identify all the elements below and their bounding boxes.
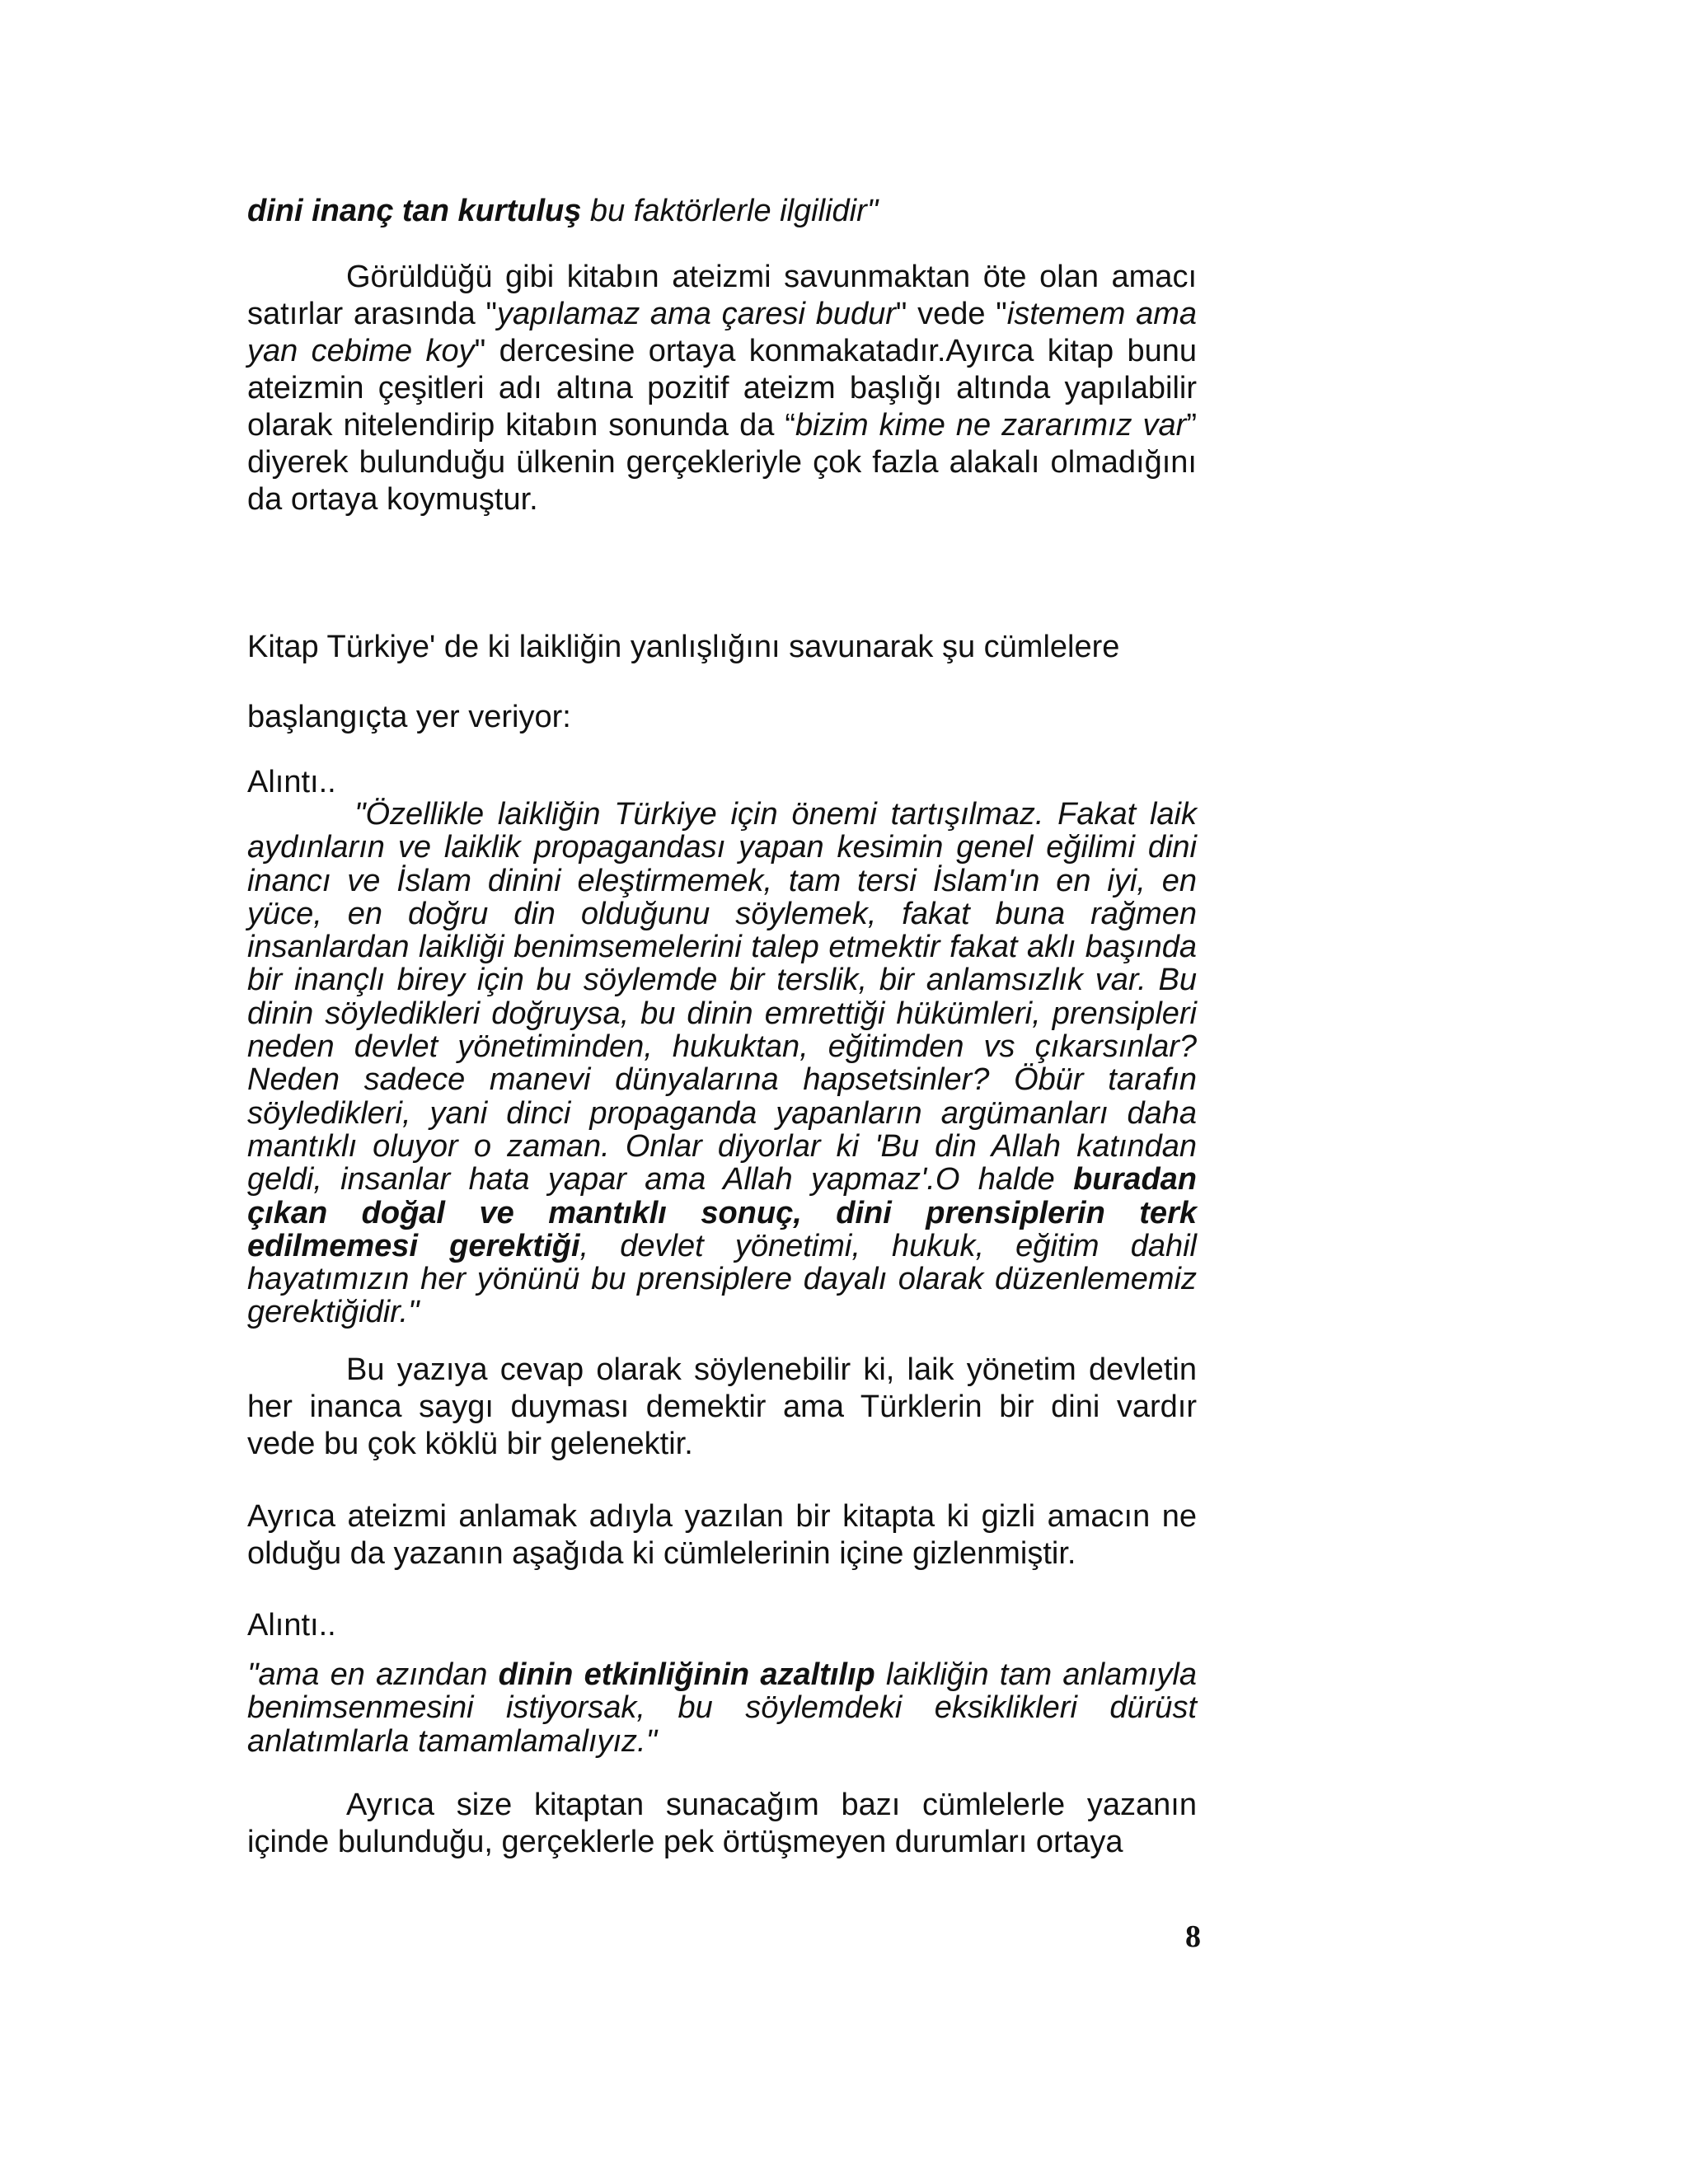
para1-text-1: Görüldüğü gibi kitabın ateizmi savunmaktan öte olan amacı satırlar arasında " [247, 260, 1197, 331]
quote-label-2: Alıntı.. [247, 1608, 336, 1643]
para1-text-3: " dercesine ortaya konmakatadır.Ayırca kitap bunu ateizmin çeşitleri adı altına pozitif ateizm başlığı altında yapılabilir olarak nitelendirip kitabın sonunda da “ [247, 334, 1198, 443]
para1-text-4: ” diyerek bulunduğu ülkenin gerçekleriyle çok fazla alakalı olmadığını da ortaya koymuştur. [247, 408, 1197, 517]
para1-italic-2: istemem ama yan cebime koy [247, 297, 1198, 368]
paragraph-5: Ayrıca size kitaptan sunacağım bazı cümlelerle yazanın içinde bulunduğu, gerçeklerle pek örtüşmeyen durumları ortaya [247, 1788, 1197, 1859]
paragraph-4: Ayrıca ateizmi anlamak adıyla yazılan bir kitapta ki gizli amacın ne olduğu da yazanın aşağıda ki cümlelerinin içine gizlenmiştir. [247, 1499, 1197, 1571]
paragraph-2-line-b: başlangıçta yer veriyor: [247, 700, 571, 734]
paragraph-1 [247, 259, 1197, 518]
page-number: 8 [1185, 1919, 1201, 1954]
quote2-text-2: laikliğin tam anlamıyla benimsenmesini istiyorsak, bu söylemdeki eksiklikleri dürüst anlatımlarla tamamlamalıyız." [247, 1657, 1198, 1759]
quote1-text-2: , devlet yönetimi, hukuk, eğitim dahil hayatımızın her yönünü bu prensiplere dayalı olarak düzenlememiz gerektiğidir." [247, 1228, 1197, 1330]
quote2-bold: dinin etkinliğinin azaltılıp [498, 1657, 875, 1692]
bold-italic-phrase: dini inanç tan kurtuluş [247, 194, 582, 228]
para1-italic-1: yapılamaz ama çaresi budur [497, 297, 896, 331]
para1-italic-3: bizim kime ne zararımız var [795, 408, 1187, 443]
paragraph-3: Bu yazıya cevap olarak söylenebilir ki, laik yönetim devletin her inanca saygı duyması demektir ama Türklerin bir dini vardır vede bu çok köklü bir gelenektir. [247, 1352, 1197, 1461]
continued-quote-line [247, 193, 1197, 230]
quote-label-1: Alıntı.. [247, 765, 336, 799]
paragraph-2-line-a: Kitap Türkiye' de ki laikliğin yanlışlığını savunarak şu cümlelere [247, 630, 1120, 664]
block-quote-1 [247, 798, 1197, 1329]
quote2-text-1: "ama en azından [247, 1657, 499, 1692]
block-quote-2 [247, 1658, 1197, 1758]
para1-text-2: " vede " [895, 297, 1007, 331]
line-rest: bu faktörlerle ilgilidir" [581, 194, 879, 228]
quote1-text-1: "Özellikle laikliğin Türkiye için önemi tartışılmaz. Fakat laik aydınların ve laiklik propagandası yapan kesimin genel eğilimi dini inancı ve İslam dinini eleştirmemek, tam tersi İslam'ın en iyi, en yüce, en doğru din olduğunu söylemek, fakat buna rağmen insanlardan laikliği benimsemelerini talep etmektir fakat aklı başında bir inançlı birey için bu söylemde bir terslik, bir anlamsızlık var. Bu dinin söyledikleri doğruysa, bu dinin emrettiği hükümleri, prensipleri neden devlet yönetiminden, hukuktan, eğitimden vs çıkarsınlar? Neden sadece manevi dünyalarına hapsetsinler? Öbür tarafın söyledikleri, yani dinci propaganda yapanların argümanları daha mantıklı oluyor o zaman. Onlar diyorlar ki 'Bu din Allah katından geldi, insanlar hata yapar ama Allah yapmaz'.O halde [247, 797, 1197, 1197]
quote1-bold: buradan çıkan doğal ve mantıklı sonuç, dini prensiplerin terk edilmemesi gerektiği [247, 1162, 1197, 1263]
